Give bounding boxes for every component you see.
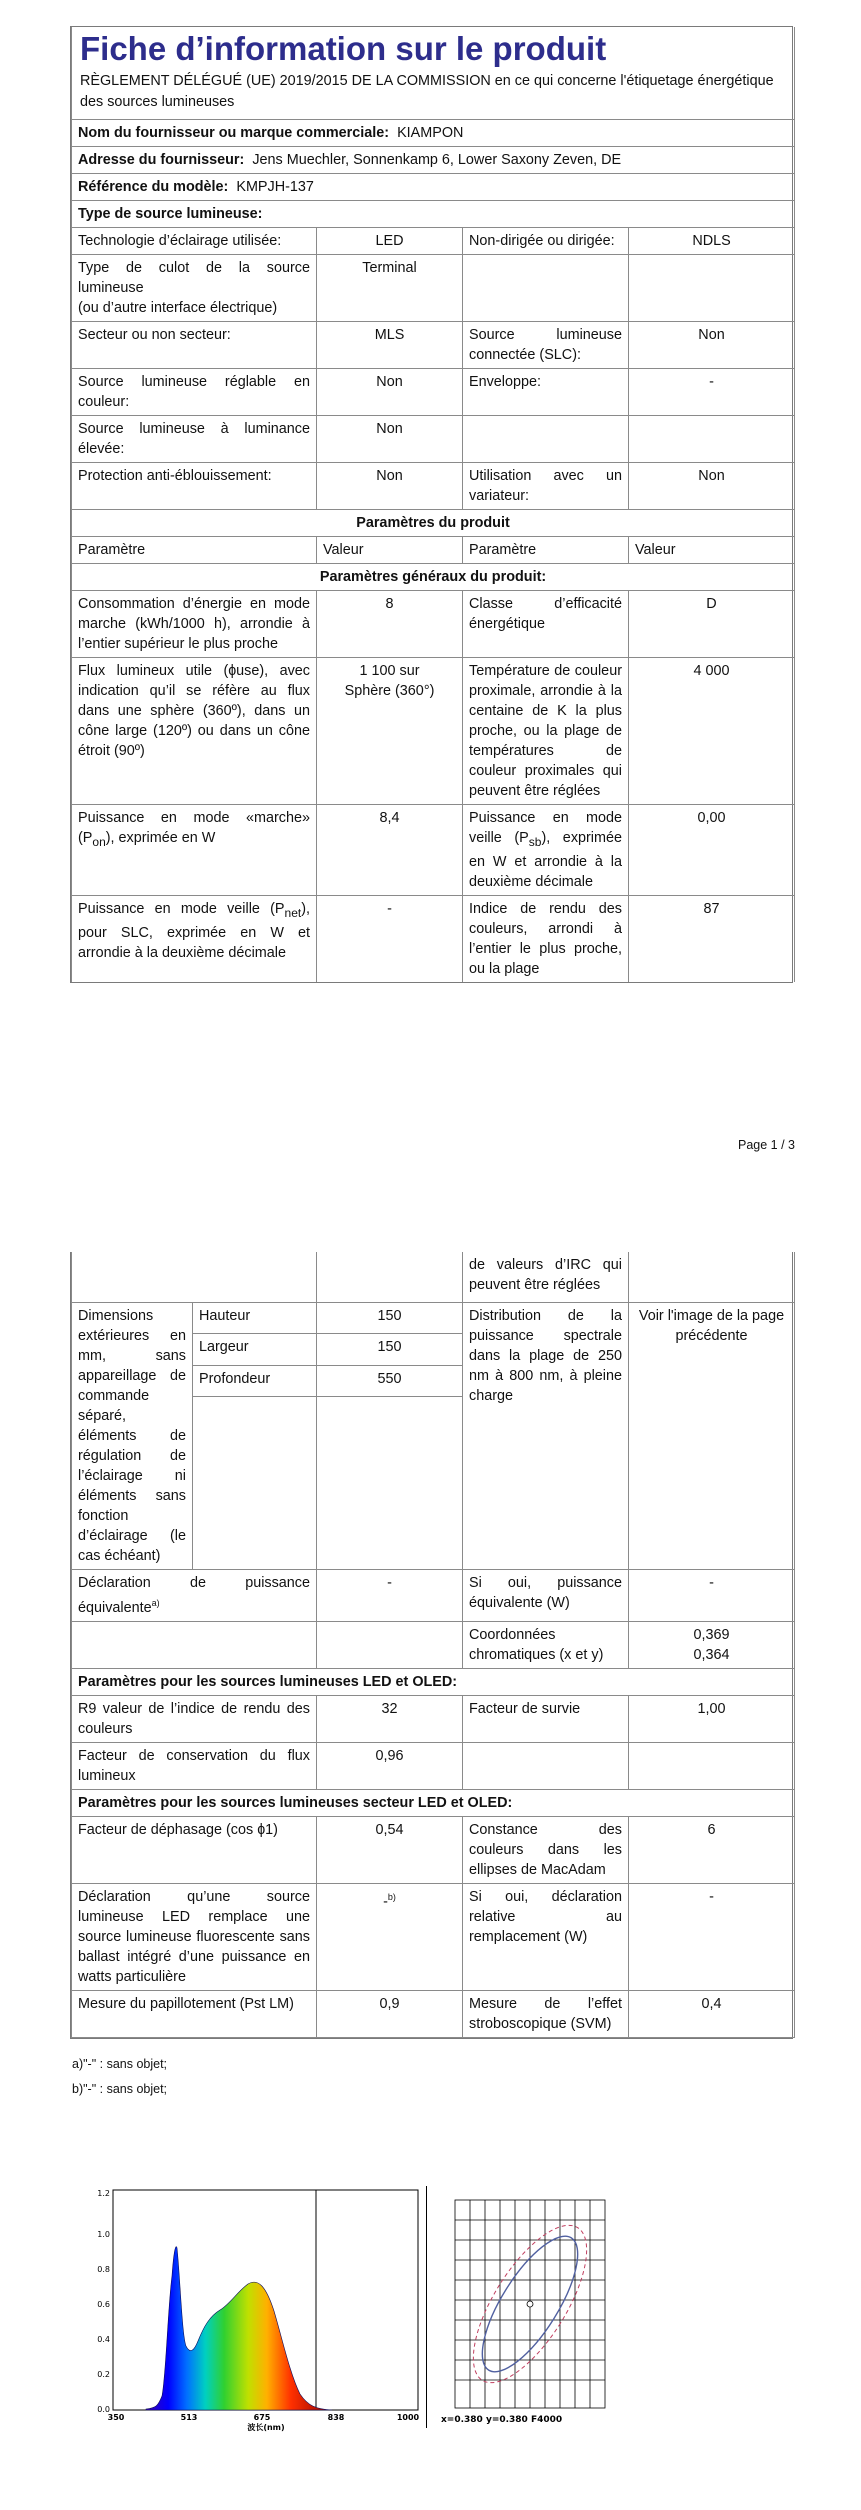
mains-label: Secteur ou non secteur: [72, 322, 317, 369]
column-header-value: Valeur [629, 537, 795, 564]
dimension-name: Hauteur [193, 1303, 317, 1334]
flux-maintenance-label: Facteur de conservation du flux lumineux [72, 1742, 317, 1789]
column-header-row [72, 537, 795, 564]
column-header-value: Valeur [317, 537, 463, 564]
table-row [72, 1695, 795, 1742]
mains-value: MLS [317, 322, 463, 369]
cri-label-part2: de valeurs d’IRC qui peuvent être réglées [463, 1252, 629, 1303]
model-reference-row [72, 174, 795, 201]
y-tick-label: 0.6 [97, 2300, 110, 2309]
networked-standby-label: Puissance en mode veille $(P_{net})$, pour SLC, exprimée en W et arrondie à la deuxième décimale [72, 895, 317, 982]
cri-label-part1: Indice de rendu des couleurs, arrondi à l’entier le plus proche, ou la plage [463, 895, 629, 982]
connected-value: Non [629, 322, 795, 369]
table-row [72, 1252, 795, 1303]
x-tick-label: 1000 [396, 2413, 420, 2422]
model-reference-value: KMPJH-137 [236, 179, 314, 195]
chromaticity-y-value: 0,364 [693, 1646, 730, 1663]
supplier-name-row [72, 120, 795, 147]
table-row [72, 1883, 795, 1990]
table-row [72, 805, 795, 896]
y-tick-label: 0.4 [97, 2335, 110, 2344]
dimension-name: Profondeur [193, 1365, 317, 1396]
survival-factor-value: 1,00 [629, 1695, 795, 1742]
measured-point [527, 2301, 533, 2307]
empty-cell [629, 416, 795, 463]
empty-cell [463, 416, 629, 463]
dimensions-label: Dimensions extérieures en mm, sans appareillage de commande séparé, éléments de régulation de l’éclairage ni éléments sans fonction d’éclairage (le cas échéant) [72, 1303, 193, 1570]
table-row [72, 658, 795, 805]
efficiency-class-label: Classe d’efficacité énergétique [463, 591, 629, 658]
footnote-b: b)"-" : sans objet; [72, 2082, 168, 2096]
energy-consumption-label: Consommation d’énergie en mode marche (kWh/1000 h), arrondie à l’entier supérieur le plus proche [72, 591, 317, 658]
page-title: Fiche d’information sur le produit [80, 30, 607, 67]
page-number: Page 1 / 3 [738, 1138, 795, 1152]
product-info-table [71, 27, 795, 982]
dimmer-value: Non [629, 463, 795, 510]
color-tunable-label: Source lumineuse réglable en couleur: [72, 369, 317, 416]
chromaticity-ellipse-chart [427, 2186, 627, 2428]
product-sheet-page-1 [70, 26, 793, 983]
equivalent-power-w-label: Si oui, puissance équivalente (W) [463, 1570, 629, 1622]
x-axis-label: 波长(nm) [247, 2423, 285, 2432]
regulation-subtitle: RÈGLEMENT DÉLÉGUÉ (UE) 2019/2015 DE LA COMMISSION en ce qui concerne l'étiquetage énergétique des sources lumineuses [80, 73, 774, 110]
empty-cell [317, 1397, 463, 1570]
dimmer-label: Utilisation avec un variateur: [463, 463, 629, 510]
cap-type-note: (ou d’autre interface électrique) [78, 300, 278, 316]
anti-glare-value: Non [317, 463, 463, 510]
networked-standby-value: - [317, 895, 463, 982]
equivalent-power-value: - [317, 1570, 463, 1622]
equivalent-power-w-value: - [629, 1570, 795, 1622]
dimension-value: 150 [317, 1303, 463, 1334]
table-row [72, 416, 795, 463]
supplier-address-label: Adresse du fournisseur: [78, 152, 245, 168]
displacement-factor-value: 0,54 [317, 1816, 463, 1883]
spectral-distribution-label: Distribution de la puissance spectrale dans la plage de 250 nm à 800 nm, à pleine charge [463, 1303, 629, 1570]
light-source-type-heading: Type de source lumineuse: [72, 201, 795, 228]
standby-power-label: Puissance en mode veille $(P_{sb})$, exprimée en W et arrondie à la deuxième décimale [463, 805, 629, 896]
cap-type-value: Terminal [317, 255, 463, 322]
table-row [72, 1816, 795, 1883]
supplier-name-value: KIAMPON [397, 125, 464, 141]
supplier-address-row [72, 147, 795, 174]
equivalent-power-label: Déclaration de puissance équivalente$^{a)}$ [72, 1570, 317, 1622]
column-header-param: Paramètre [72, 537, 317, 564]
on-mode-power-label: Puissance en mode «marche» $(P_{on})$, exprimée en W [72, 805, 317, 896]
column-header-param: Paramètre [463, 537, 629, 564]
flicker-value: 0,9 [317, 1990, 463, 2037]
empty-cell [193, 1397, 317, 1570]
survival-factor-label: Facteur de survie [463, 1695, 629, 1742]
luminous-flux-label: Flux lumineux utile (ɸuse), avec indication qu’il se réfère au flux dans une sphère (360º), dans un cône large (120º) ou dans un cône étroit (90º) [72, 658, 317, 805]
envelope-value: - [629, 369, 795, 416]
cap-type-label: Type de culot de la source lumineuse [78, 260, 310, 296]
replacement-claim-value: - [629, 1883, 795, 1990]
directional-value: NDLS [629, 228, 795, 255]
table-row [72, 228, 795, 255]
r9-label: R9 valeur de l’indice de rendu des couleurs [72, 1695, 317, 1742]
efficiency-class-value: D [629, 591, 795, 658]
table-row [72, 1303, 795, 1334]
table-row [72, 1621, 795, 1668]
supplier-name-label: Nom du fournisseur ou marque commerciale: [78, 125, 390, 141]
color-consistency-label: Constance des couleurs dans les ellipses de MacAdam [463, 1816, 629, 1883]
product-sheet-page-2 [70, 1252, 793, 2039]
anti-glare-label: Protection anti-éblouissement: [72, 463, 317, 510]
y-tick-labels [97, 2189, 110, 2414]
product-params-heading: Paramètres du produit [72, 510, 795, 537]
empty-cell [463, 1742, 629, 1789]
empty-cell [629, 1742, 795, 1789]
luminous-flux-value: 1 100 sur [359, 663, 420, 679]
luminous-flux-sphere: Sphère (360°) [344, 683, 435, 699]
led-params-heading: Paramètres pour les sources lumineuses LED et OLED: [72, 1668, 795, 1695]
general-params-heading: Paramètres généraux du produit: [72, 564, 795, 591]
envelope-label: Enveloppe: [463, 369, 629, 416]
x-tick-label: 350 [107, 2413, 125, 2422]
dimension-value: 150 [317, 1334, 463, 1365]
y-tick-label: 0.8 [97, 2265, 110, 2274]
empty-cell [317, 1621, 463, 1668]
dimension-name: Largeur [193, 1334, 317, 1365]
y-tick-label: 0.0 [97, 2405, 110, 2414]
energy-consumption-value: 8 [317, 591, 463, 658]
on-mode-power-value: 8,4 [317, 805, 463, 896]
high-luminance-value: Non [317, 416, 463, 463]
chromaticity-x-value: 0,369 [693, 1626, 730, 1643]
product-info-table-continued [71, 1252, 795, 2038]
y-tick-label: 0.2 [97, 2370, 110, 2379]
color-tunable-value: Non [317, 369, 463, 416]
high-luminance-label: Source lumineuse à luminance élevée: [72, 416, 317, 463]
x-tick-label: 838 [327, 2413, 345, 2422]
table-row [72, 591, 795, 658]
spectral-distribution-value: Voir l'image de la page précédente [629, 1303, 795, 1570]
directional-label: Non-dirigée ou dirigée: [463, 228, 629, 255]
x-tick-labels [108, 2413, 420, 2422]
fluorescent-replacement-value: -$^{b)}$ [317, 1883, 463, 1990]
footnote-a: a)"-" : sans objet; [72, 2057, 168, 2071]
table-row [72, 463, 795, 510]
empty-cell [317, 1252, 463, 1303]
color-consistency-value: 6 [629, 1816, 795, 1883]
connected-label: Source lumineuse connectée (SLC): [463, 322, 629, 369]
dimension-value: 550 [317, 1365, 463, 1396]
table-row [72, 369, 795, 416]
stroboscopic-value: 0,4 [629, 1990, 795, 2037]
model-reference-label: Référence du modèle: [78, 179, 229, 195]
table-row [72, 255, 795, 322]
cct-value: 4 000 [629, 658, 795, 805]
spectral-distribution-image [86, 2186, 422, 2436]
y-tick-label: 1.2 [97, 2189, 110, 2198]
fluorescent-replacement-label: Déclaration qu’une source lumineuse LED remplace une source lumineuse fluorescente sans ballast intégré d’une puissance en watts particulière [72, 1883, 317, 1990]
empty-cell [629, 255, 795, 322]
chromaticity-label: Coordonnées chromatiques (x et y) [463, 1621, 629, 1668]
empty-cell [463, 255, 629, 322]
cct-label: Température de couleur proximale, arrondie à la centaine de K la plus proche, ou la plage de températures de couleur proximales qui peuvent être réglées [463, 658, 629, 805]
supplier-address-value: Jens Muechler, Sonnenkamp 6, Lower Saxony Zeven, DE [252, 152, 622, 168]
replacement-claim-label: Si oui, déclaration relative au remplacement (W) [463, 1883, 629, 1990]
r9-value: 32 [317, 1695, 463, 1742]
table-row [72, 322, 795, 369]
y-tick-label: 1.0 [97, 2230, 110, 2239]
table-row [72, 1990, 795, 2037]
chromaticity-readout: x=0.380 y=0.380 F4000 [441, 2415, 563, 2425]
mains-led-params-heading: Paramètres pour les sources lumineuses secteur LED et OLED: [72, 1789, 795, 1816]
spectrum-curve [146, 2247, 332, 2410]
table-row [72, 895, 795, 982]
x-tick-label: 513 [180, 2413, 198, 2422]
displacement-factor-label: Facteur de déphasage (cos ɸ1) [72, 1816, 317, 1883]
spectrum-chart [86, 2186, 422, 2436]
flicker-label: Mesure du papillotement (Pst LM) [72, 1990, 317, 2037]
cri-value: 87 [629, 895, 795, 982]
empty-cell [629, 1252, 795, 1303]
empty-cell [72, 1252, 317, 1303]
technology-label: Technologie d’éclairage utilisée: [72, 228, 317, 255]
stroboscopic-label: Mesure de l’effet stroboscopique (SVM) [463, 1990, 629, 2037]
chromaticity-image [426, 2186, 627, 2428]
standby-power-value: 0,00 [629, 805, 795, 896]
x-tick-label: 675 [253, 2413, 271, 2422]
table-row [72, 1570, 795, 1622]
table-row [72, 1742, 795, 1789]
empty-cell [72, 1621, 317, 1668]
flux-maintenance-value: 0,96 [317, 1742, 463, 1789]
technology-value: LED [317, 228, 463, 255]
